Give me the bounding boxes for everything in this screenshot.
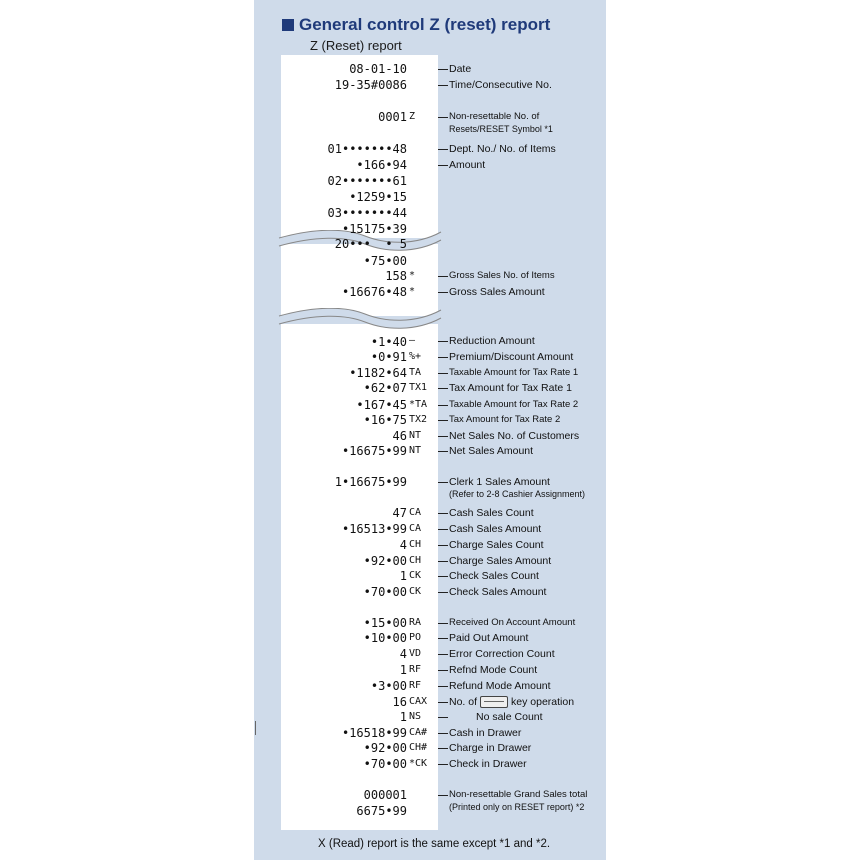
receipt-symbol: RF [409,680,422,691]
field-label [449,143,556,155]
field-label [449,664,537,676]
field-label [449,270,555,282]
receipt-value: 1 [399,663,407,677]
receipt-symbol: %+ [409,351,422,362]
receipt-value: •1•40 [370,335,407,349]
receipt-value: 46 [392,429,407,443]
receipt-value: •1182•64 [349,366,407,380]
field-label-text: Tax Amount for Tax Rate 2 [449,414,561,425]
leader-line [438,795,448,796]
receipt-value: 1•16675•99 [334,475,407,489]
page-title [282,15,550,35]
field-label-text: Gross Sales Amount [449,286,545,298]
receipt-value: •16513•99 [341,522,407,536]
receipt-value: •167•45 [356,398,407,412]
field-label-line2: Resets/RESET Symbol *1 [449,124,553,134]
leader-line [438,341,448,342]
field-label [449,399,578,411]
field-label [449,382,572,394]
receipt-symbol: VD [409,648,422,659]
field-label-text: Time/Consecutive No. [449,79,552,91]
receipt-symbol: CA [409,523,422,534]
field-label-text: Refund Mode Amount [449,680,551,692]
field-label-text: Taxable Amount for Tax Rate 2 [449,399,579,410]
receipt-value: •16676•48 [341,285,407,299]
field-label-text: Check in Drawer [449,758,527,770]
edge-mark [255,721,256,735]
receipt-symbol: – [409,335,416,346]
field-label-text: Charge Sales Count [449,539,544,551]
field-label-text: Net Sales No. of Customers [449,430,580,442]
leader-line [438,638,448,639]
field-label [449,555,551,567]
field-label [449,539,544,551]
leader-line [438,545,448,546]
leader-line [438,764,448,765]
receipt-value: •75•00 [363,254,407,268]
field-label [449,523,541,535]
leader-line [438,513,448,514]
page-title-text: General control Z (reset) report [299,15,551,34]
receipt-value: 19-35#0086 [334,78,407,92]
receipt-value: 02•••••••61 [327,174,407,188]
field-label [449,335,535,347]
field-label [449,367,578,379]
leader-line [438,733,448,734]
field-label [449,79,552,91]
field-label-text: Gross Sales No. of Items [449,270,555,281]
leader-line [438,670,448,671]
receipt-value: •10•00 [363,631,407,645]
leader-line [438,436,448,437]
receipt-symbol: NS [409,711,422,722]
leader-line [438,451,448,452]
receipt-symbol: *TA [409,399,428,410]
receipt-symbol: CH# [409,742,428,753]
leader-line [438,357,448,358]
leader-line [438,561,448,562]
receipt-value: •92•00 [363,554,407,568]
leader-line [438,149,448,150]
field-label [449,445,533,457]
receipt-value: 000001 [363,788,407,802]
receipt-symbol: TX1 [409,382,428,393]
leader-line [438,420,448,421]
leader-line [438,748,448,749]
field-label [449,789,587,814]
receipt-symbol: CH [409,555,422,566]
receipt-symbol: *CK [409,758,428,769]
receipt-symbol: CK [409,570,422,581]
field-label-text: Cash in Drawer [449,727,522,739]
receipt-value: •3•00 [370,679,407,693]
field-label-text: Reduction Amount [449,335,535,347]
receipt-value: •1259•15 [349,190,407,204]
field-label-text: Charge in Drawer [449,742,532,754]
field-label-text: Received On Account Amount [449,617,576,628]
receipt-symbol: Z [409,111,416,122]
tear-edge-2 [275,308,445,330]
field-label-line2: (Printed only on RESET report) *2 [449,802,585,812]
receipt-value: •15175•39 [341,222,407,236]
leader-line [438,292,448,293]
leader-line [438,405,448,406]
receipt-symbol: NT [409,445,422,456]
field-label-text: Date [449,63,472,75]
field-label [449,351,573,363]
field-label [449,570,539,582]
leader-line [438,686,448,687]
leader-line [438,165,448,166]
field-label-text: Charge Sales Amount [449,555,552,567]
leader-line [438,717,448,718]
footnote: X (Read) report is the same except *1 and *2. [318,838,551,850]
receipt-value: •70•00 [363,585,407,599]
receipt-value: 0001 [378,110,407,124]
field-label [449,758,527,770]
leader-line [438,654,448,655]
field-label [476,711,543,723]
leader-line [438,388,448,389]
field-label [449,742,531,754]
field-label [449,648,555,660]
receipt-value: 16 [392,695,407,709]
field-label-text: Check Sales Count [449,570,539,582]
receipt-symbol: RA [409,617,422,628]
field-label [449,159,485,171]
receipt-value: 01•••••••48 [327,142,407,156]
leader-line [438,482,448,483]
receipt-symbol: CA [409,507,422,518]
field-label-text: No sale Count [476,711,543,723]
receipt-symbol: CAX [409,696,428,707]
field-label [449,414,560,426]
receipt-value: •166•94 [356,158,407,172]
report-subtitle: Z (Reset) report [310,38,402,53]
receipt-value: 158 [385,269,407,283]
receipt-value: 03•••••••44 [327,206,407,220]
field-label [449,63,471,75]
leader-line [438,276,448,277]
field-label-text: Refnd Mode Count [449,664,538,676]
leader-line [438,702,448,703]
receipt-value: •16•75 [363,413,407,427]
field-label-text: Tax Amount for Tax Rate 1 [449,382,572,394]
leader-line [438,623,448,624]
field-label [449,696,574,708]
receipt-symbol: TX2 [409,414,428,425]
field-label-text: Clerk 1 Sales Amount [449,476,550,488]
receipt-value: •0•91 [370,350,407,364]
leader-line [438,69,448,70]
receipt-symbol: * [409,286,416,297]
field-label [449,430,579,442]
field-label [449,476,585,500]
receipt-value: •16518•99 [341,726,407,740]
field-label [449,632,528,644]
field-label-line2: (Refer to 2-8 Cashier Assignment) [449,489,586,499]
ca-amt-tend-key-icon [480,696,508,708]
receipt-value: 4 [399,647,407,661]
receipt-value: 1 [399,569,407,583]
leader-line [438,576,448,577]
leader-line [438,592,448,593]
field-label [449,727,521,739]
leader-line [438,529,448,530]
receipt-value: 4 [399,538,407,552]
field-label-text: No. of [449,696,478,708]
title-bullet-icon [282,19,294,31]
receipt-symbol: PO [409,632,422,643]
field-label-text: Check Sales Amount [449,586,547,598]
field-label-text: Premium/Discount Amount [449,351,574,363]
field-label-suffix: key operation [511,696,575,708]
field-label [449,111,553,136]
field-label [449,286,545,298]
receipt-symbol: * [409,270,416,281]
field-label [449,680,551,692]
receipt-symbol: CA# [409,727,428,738]
field-label-text: Net Sales Amount [449,445,534,457]
receipt-value: •15•00 [363,616,407,630]
receipt-value: 6675•99 [356,804,407,818]
receipt-value: •16675•99 [341,444,407,458]
receipt-symbol: NT [409,430,422,441]
field-label-text: Taxable Amount for Tax Rate 1 [449,367,579,378]
field-label-text: Non-resettable Grand Sales total [449,789,588,800]
field-label-text: Non-resettable No. of [449,111,540,122]
field-label-text: Error Correction Count [449,648,555,660]
receipt-value: •62•07 [363,381,407,395]
receipt-symbol: RF [409,664,422,675]
leader-line [438,85,448,86]
receipt-value: 08-01-10 [349,62,407,76]
field-label [449,507,534,519]
field-label-text: Dept. No./ No. of Items [449,143,556,155]
receipt-symbol: CH [409,539,422,550]
receipt-value: 1 [399,710,407,724]
leader-line [438,117,448,118]
field-label-text: Amount [449,159,486,171]
field-label-text: Cash Sales Amount [449,523,542,535]
receipt-value: 20••• • 5 [334,237,407,251]
receipt-symbol: CK [409,586,422,597]
field-label [449,586,546,598]
field-label-text: Cash Sales Count [449,507,534,519]
receipt-symbol: TA [409,367,422,378]
receipt-value: •70•00 [363,757,407,771]
field-label-text: Paid Out Amount [449,632,529,644]
receipt-value: •92•00 [363,741,407,755]
leader-line [438,373,448,374]
field-label [449,617,575,629]
receipt-value: 47 [392,506,407,520]
